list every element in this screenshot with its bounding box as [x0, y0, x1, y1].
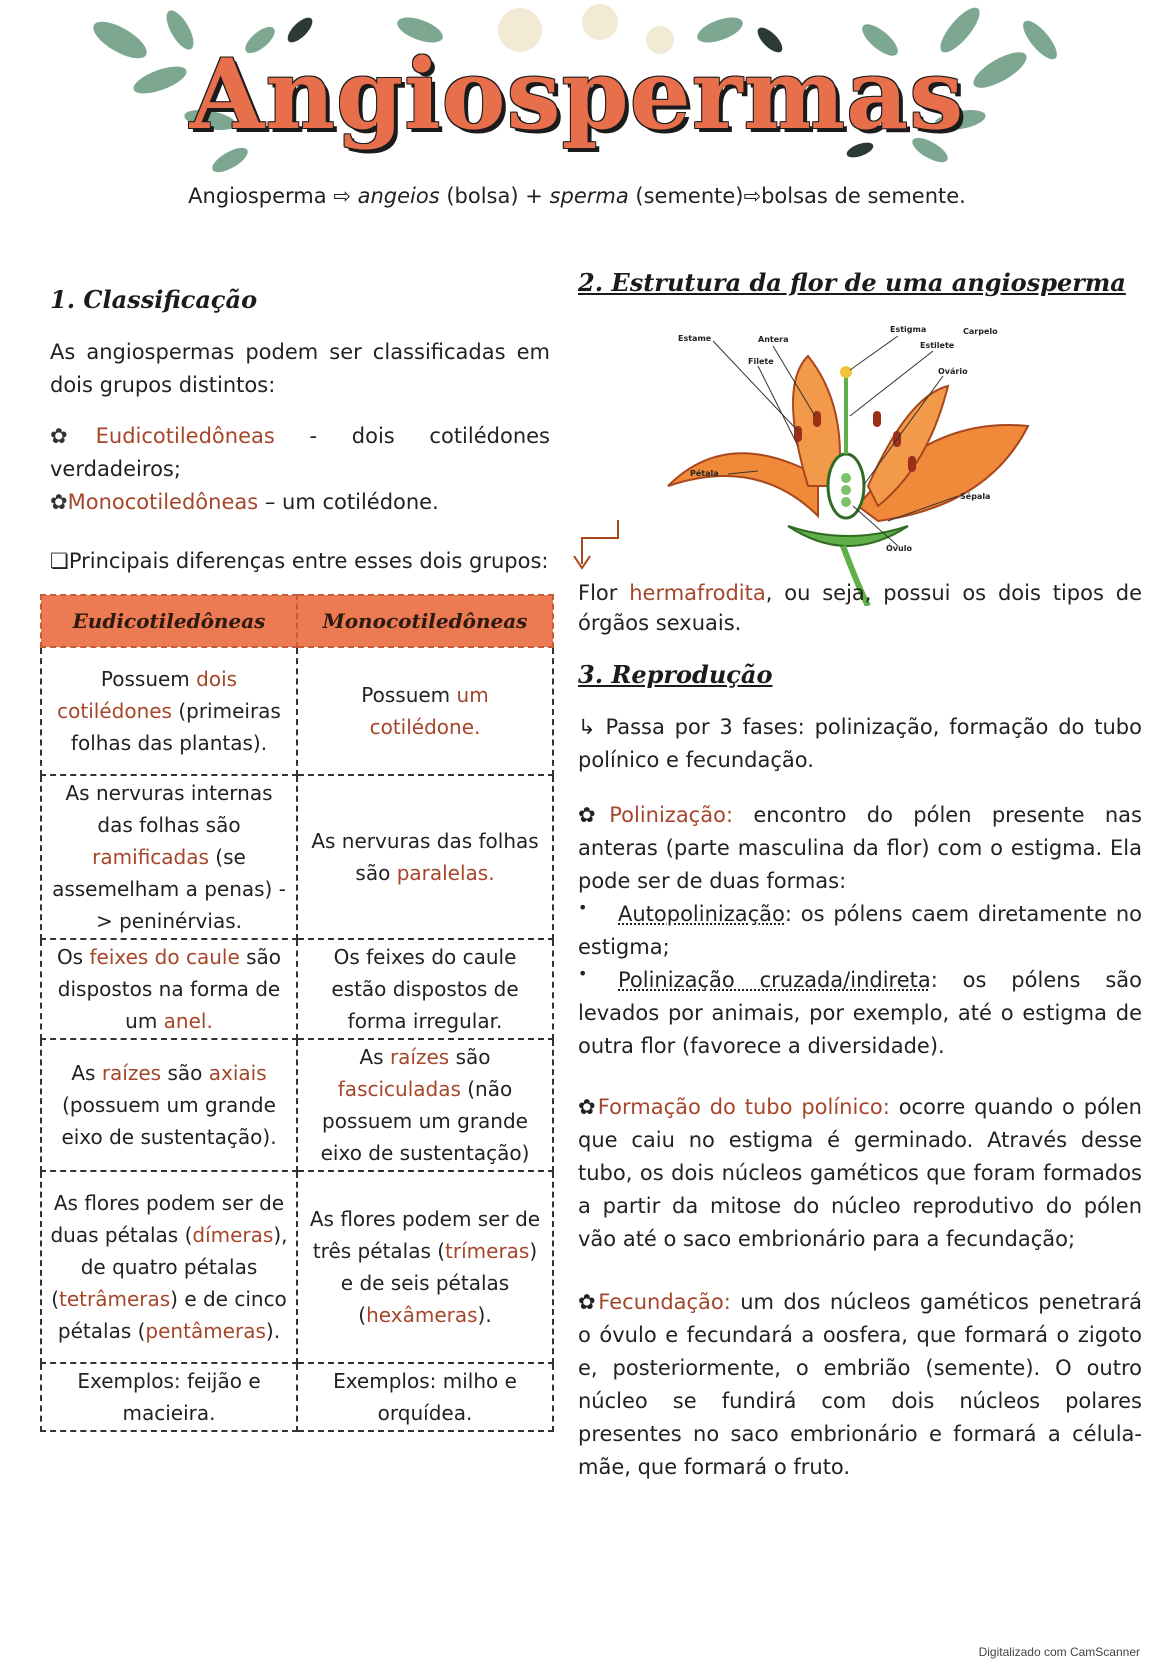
- cell-highlight: dois cotilédones: [57, 667, 238, 723]
- cell-highlight: trímeras: [445, 1239, 530, 1263]
- table-row: [41, 1039, 553, 1171]
- etym-result: bolsas de semente.: [761, 184, 966, 208]
- corner-arrow-icon: [566, 516, 626, 572]
- cell-text: são: [449, 1045, 491, 1069]
- table-cell: [41, 775, 297, 939]
- label-estame: Estame: [678, 334, 712, 343]
- return-arrow-icon: ↳: [578, 715, 596, 739]
- list-item: [578, 898, 1142, 964]
- fertilization-body: um dos núcleos gaméticos penetrará o óvulo e fecundará a oosfera, que formará o zigoto e, posteriormente, o embrião (semente). O outro núcleo se fundirá com dois núcleos polares presentes no saco embrionário e formará a célula-mãe, que formará o fruto.: [578, 1290, 1142, 1479]
- tube-text: [578, 1091, 1142, 1256]
- cell-text: Os feixes do caule estão dispostos de forma irregular.: [331, 945, 519, 1033]
- scanner-footer: Digitalizado com CamScanner: [978, 1645, 1140, 1659]
- flower-icon: ✿: [50, 424, 96, 448]
- etym-part2-meaning: (semente): [635, 184, 744, 208]
- table-cell: [41, 1039, 297, 1171]
- cell-highlight: raízes: [389, 1045, 450, 1069]
- cell-text: ).: [477, 1303, 492, 1327]
- autopollination-body: : os pólens caem diretamente no estigma;: [578, 902, 1142, 959]
- cell-text: ), de quatro pétalas (: [51, 1223, 288, 1311]
- caption-text: Flor: [578, 581, 630, 605]
- table-header-row: [41, 595, 553, 647]
- autopollination-title: Autopolinização: [618, 902, 785, 926]
- cell-text: Possuem: [361, 683, 457, 707]
- cell-text: Os: [56, 945, 90, 969]
- cell-text: (se assemelham a penas) -> peninérvias.: [52, 845, 286, 933]
- cell-highlight: paralelas.: [396, 861, 495, 885]
- group1-line: [50, 420, 550, 486]
- label-ovulo: Óvulo: [886, 544, 912, 553]
- cell-text: As flores podem ser de três pétalas (: [309, 1207, 541, 1263]
- flower-icon: ✿: [578, 1290, 599, 1314]
- table-cell: [297, 939, 553, 1039]
- table-header-monocot: Monocotiledôneas: [297, 595, 553, 647]
- tube-body: ocorre quando o pólen que caiu no estigma é germinado. Através desse tubo, os dois núcleos gaméticos que foram formados a partir da mitose do núcleo reprodutivo do pólen vão até o saco embrionário para a fecundação;: [578, 1095, 1142, 1251]
- cell-text: Exemplos: feijão e macieira.: [77, 1369, 261, 1425]
- differences-intro: [50, 545, 550, 578]
- flower-illustration: [608, 306, 1108, 606]
- flower-icon: ✿: [50, 490, 68, 514]
- cell-highlight: raízes: [101, 1061, 162, 1085]
- section2-heading: 2. Estrutura da flor de uma angiosperma: [578, 268, 1126, 297]
- etym-word: Angiosperma: [188, 184, 327, 208]
- label-antera: Antera: [758, 335, 789, 344]
- table-cell: [41, 939, 297, 1039]
- section1-heading: 1. Classificação: [50, 285, 258, 314]
- cross-pollination-title: Polinização cruzada/indireta: [618, 968, 931, 992]
- table-row: [41, 647, 553, 775]
- section3-heading: 3. Reprodução: [578, 660, 773, 689]
- cell-highlight: um cotilédone.: [369, 683, 489, 739]
- table-row: [41, 1363, 553, 1431]
- cell-text: (possuem um grande eixo de sustentação).: [61, 1093, 277, 1149]
- fertilization-title: Fecundação:: [598, 1290, 731, 1314]
- right-column: [578, 268, 1142, 1479]
- cell-text: As nervuras das folhas são: [311, 829, 539, 885]
- label-ovario: Ovário: [938, 367, 968, 376]
- cell-text: Exemplos: milho e orquídea.: [333, 1369, 517, 1425]
- flower-caption: [578, 578, 1142, 638]
- pollination-title: Polinização:: [609, 803, 734, 827]
- cell-highlight: feixes do caule: [89, 945, 240, 969]
- group1-desc: - dois cotilédones verdadeiros;: [50, 424, 550, 481]
- table-cell: [41, 1171, 297, 1363]
- label-filete: Filete: [748, 357, 774, 366]
- cross-pollination-body: : os pólens são levados por animais, por exemplo, até o estigma de outra flor (favorece a diversidade).: [578, 968, 1142, 1058]
- table-row: [41, 775, 553, 939]
- group2-name: Monocotiledôneas: [67, 490, 259, 514]
- section1-intro: As angiospermas podem ser classificadas em dois grupos distintos:: [50, 340, 550, 397]
- cell-text: As: [359, 1045, 390, 1069]
- label-carpelo: Carpelo: [963, 327, 998, 336]
- caption-highlight: hermafrodita: [629, 581, 766, 605]
- cell-text: ).: [265, 1319, 281, 1343]
- phases-text: [578, 711, 1142, 777]
- cell-text: são: [161, 1061, 209, 1085]
- table-cell: [297, 1039, 553, 1171]
- pollination-text: [578, 799, 1142, 898]
- etym-part2: sperma: [549, 184, 629, 208]
- cell-highlight: hexâmeras: [366, 1303, 478, 1327]
- phases-body: Passa por 3 fases: polinização, formação do tubo polínico e fecundação.: [578, 715, 1142, 772]
- cross-pollination-text: [578, 964, 1142, 1063]
- caption-text: , ou seja, possui os dois tipos de órgãos sexuais.: [578, 581, 1142, 635]
- arrow-icon: ⇨: [333, 184, 351, 208]
- comparison-table: [40, 594, 554, 1432]
- cell-text: são dispostos na forma de um: [57, 945, 282, 1033]
- differences-text: Principais diferenças entre esses dois grupos:: [68, 549, 549, 573]
- table-cell: [297, 1363, 553, 1431]
- flower-icon: ✿: [578, 803, 610, 827]
- list-item: [578, 964, 1142, 1063]
- cell-highlight: axiais: [208, 1061, 267, 1085]
- cell-highlight: fasciculadas: [337, 1077, 461, 1101]
- tube-title: Formação do tubo polínico:: [597, 1095, 890, 1119]
- cell-highlight: ramificadas: [92, 845, 209, 869]
- etym-part1-meaning: (bolsa): [446, 184, 519, 208]
- plus-sign: +: [525, 184, 543, 208]
- table-cell: [297, 775, 553, 939]
- label-petala: Pétala: [690, 469, 719, 478]
- cell-text: ) e de cinco pétalas (: [57, 1287, 287, 1343]
- arrow-icon: ⇨: [743, 184, 762, 208]
- left-column: [50, 285, 550, 1432]
- checkbox-icon: ❏: [50, 549, 69, 573]
- table-cell: [297, 1171, 553, 1363]
- cell-text: As nervuras internas das folhas são: [65, 781, 273, 837]
- flower-diagram: [608, 306, 1128, 606]
- cell-text: As: [71, 1061, 102, 1085]
- bullet-icon: •: [578, 898, 588, 917]
- cell-highlight: anel.: [163, 1009, 213, 1033]
- cell-text: Possuem: [100, 667, 197, 691]
- page-title: Angiospermas: [189, 38, 965, 151]
- cell-highlight: dímeras: [192, 1223, 274, 1247]
- etym-part1: angeios: [357, 184, 440, 208]
- label-estigma: Estigma: [890, 325, 927, 334]
- group1-name: Eudicotiledôneas: [95, 424, 275, 448]
- autopollination-text: [578, 898, 1142, 964]
- cell-text: (não possuem um grande eixo de sustentação): [320, 1077, 530, 1165]
- table-row: [41, 939, 553, 1039]
- cell-highlight: tetrâmeras: [59, 1287, 171, 1311]
- page-header: [0, 0, 1154, 240]
- flower-icon: ✿: [578, 1095, 598, 1119]
- etymology-line: [0, 184, 1154, 208]
- cell-text: (primeiras folhas das plantas).: [70, 699, 281, 755]
- bullet-icon: •: [578, 964, 588, 983]
- group2-line: [50, 486, 550, 519]
- cell-text: As flores podem ser de duas pétalas (: [50, 1191, 285, 1247]
- group2-desc: – um cotilédone.: [264, 490, 439, 514]
- table-header-eudicot: Eudicotiledôneas: [41, 595, 297, 647]
- pollination-body: encontro do pólen presente nas anteras (parte masculina da flor) com o estigma. Ela pode ser de duas formas:: [578, 803, 1142, 893]
- section3: [578, 660, 1142, 1484]
- cell-highlight: pentâmeras: [145, 1319, 266, 1343]
- table-cell: [297, 647, 553, 775]
- label-estilete: Estilete: [920, 341, 955, 350]
- cell-text: ) e de seis pétalas (: [340, 1239, 538, 1327]
- table-cell: [41, 1363, 297, 1431]
- table-cell: [41, 647, 297, 775]
- table-row: [41, 1171, 553, 1363]
- label-sepala: Sépala: [960, 492, 991, 501]
- fertilization-text: [578, 1286, 1142, 1484]
